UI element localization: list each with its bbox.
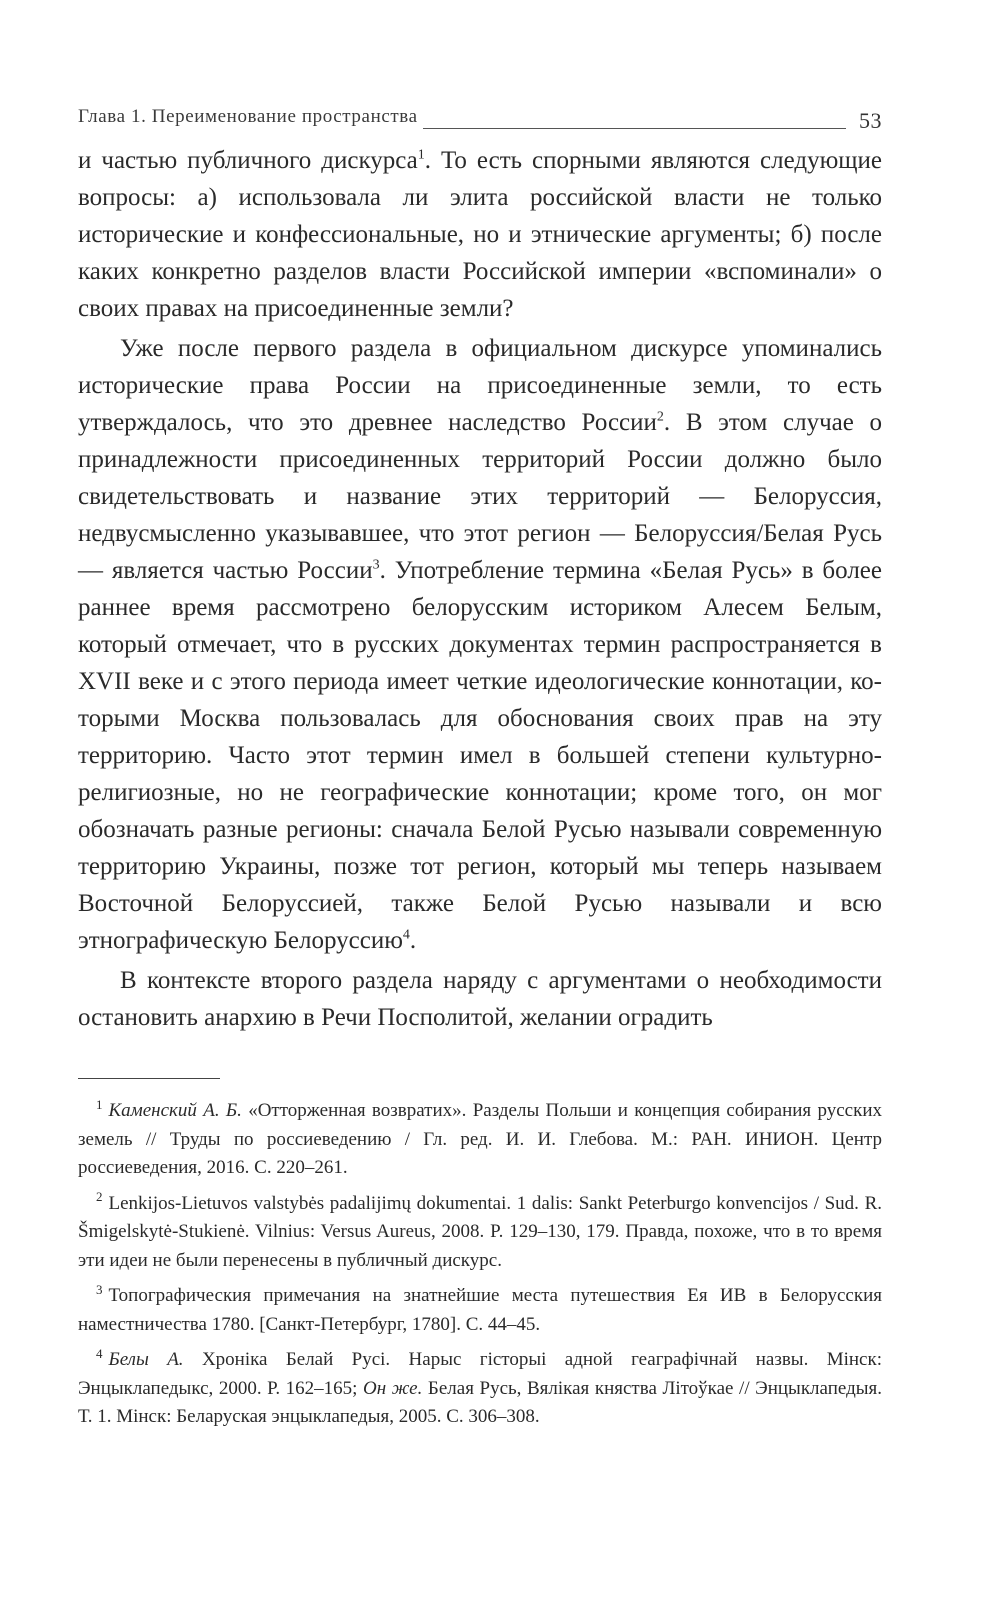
page-number: 53: [859, 108, 882, 133]
book-page: [78, 96, 882, 1439]
footnote-1-author: Каменский А. Б.: [108, 1100, 242, 1121]
paragraph-2: [78, 330, 882, 959]
footnote-4-author-ibid: Он же.: [363, 1377, 423, 1399]
header-rule: [423, 128, 846, 129]
paragraph-2-text-d: .: [409, 927, 417, 954]
footnote-4-text-a: Хроніка Белай Русі. Нарыс гісторыі адной геаграфічнай назвы. Мінск: Энцыклапедыкс, 2000. Р. 162–165;: [78, 1349, 882, 1399]
paragraph-3: В контексте второго раздела наряду с аргументами о необходимости остановить анархию в Речи Посполитой, желании оградить: [78, 967, 882, 1031]
paragraph-2-text-c: . Употребление термина «Белая Русь» в более раннее время рассмотрено белорусским историком Алесем Белым, который отмечает, что в русских документах термин распространяется в XVII веке и с этого периода имеет четкие идеологические коннотации, которыми Москва пользовалась для обоснования своих прав на эту территорию. Часто этот термин имел в большей степени культурно-религиозные, но не географические коннотации; кроме того, он мог обозначать разные регионы: сначала Белой Русью называли современную территорию Украины, позже тот регион, который мы теперь называем Восточной Белоруссией, также Белой Русью называли и всю этнографическую Белоруссию: [78, 557, 882, 954]
footnote-1-number: 1: [96, 1096, 103, 1112]
footnote-3-text: Топографическия примечания на знатнейшие места путешествия Ея ИВ в Белорусския наместничества 1780. [Санкт-Петербург, 1780]. С. 44–45.: [78, 1285, 882, 1335]
footnote-4: [78, 1346, 882, 1432]
footnote-3-number: 3: [96, 1281, 103, 1297]
running-header: [78, 96, 882, 140]
footnote-4-number: 4: [96, 1345, 103, 1361]
footnote-2-number: 2: [96, 1189, 103, 1205]
footnote-ref-4: 4: [402, 927, 410, 943]
paragraph-2-text-b: . В этом случае о принадлежности присоединенных территорий России должно было свидетельствовать и название этих территорий — Белоруссия, недвусмысленно указывавшее, что этот регион — Белоруссия/Белая Русь — является частью России: [78, 409, 883, 584]
footnote-1-text: «Отторженная возвратих». Разделы Польши и концепция собирания русских земель // Труды по россиеведению / Гл. ред. И. И. Глебова. М.: РАН. ИНИОН. Центр россиеведения, 2016. С. 220–261.: [78, 1100, 882, 1178]
paragraph-2-text-a: Уже после первого раздела в официальном дискурсе упоминались исторические права России на присоединенные земли, то есть утверждалось, что это древнее наследство России: [78, 335, 882, 436]
footnotes: [78, 1097, 882, 1432]
footnote-2-text: Lenkijos-Lietuvos valstybės padalijimų dokumentai. 1 dalis: Sankt Peterburgo konvencijos / Sud. R. Šmigelskytė-Stukienė. Vilnius: Versus Aureus, 2008. P. 129–130, 179. Правда, похоже, что в то время эти идеи не были перенесены в публичный дискурс.: [78, 1192, 882, 1271]
footnote-ref-3: 3: [372, 557, 380, 573]
footnote-4-text-b: Белая Русь, Вялікая княства Літоўкае // Энцыклапедыя. Т. 1. Мінск: Беларуская энцыклапедыя, 2005. С. 306–308.: [78, 1377, 882, 1427]
paragraph-1-text-b: . То есть спорными являются следующие вопросы: а) использовала ли элита российской власти не только исторические и конфессиональные, но и этнические аргументы; б) после каких конкретно разделов власти Российской империи «вспоминали» о своих правах на присоединенные земли?: [78, 147, 883, 322]
footnote-4-author: Белы А.: [108, 1349, 184, 1370]
paragraph-1-text-a: и частью публичного дискурса: [78, 147, 418, 174]
footnote-ref-1: 1: [417, 147, 425, 163]
footnote-2: [78, 1190, 882, 1276]
main-text: [78, 142, 882, 1036]
footnote-ref-2: 2: [656, 409, 664, 425]
footnote-3: [78, 1282, 882, 1339]
paragraph-1: [78, 142, 882, 327]
footnote-1: [78, 1097, 882, 1183]
running-title: Глава 1. Переименование пространства: [78, 106, 426, 128]
footnote-separator: [78, 1078, 220, 1079]
